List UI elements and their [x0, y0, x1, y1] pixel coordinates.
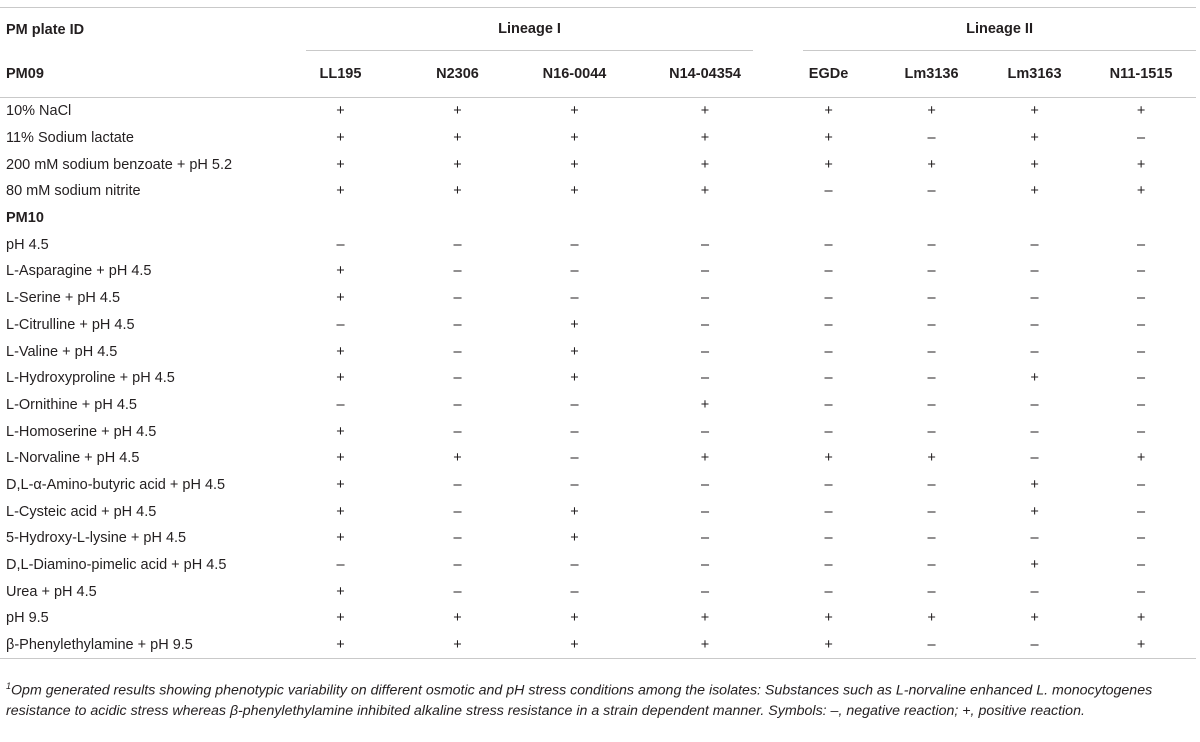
reaction-cell: –	[927, 423, 936, 440]
reaction-cell: –	[570, 557, 579, 574]
reaction-cell: –	[570, 236, 579, 253]
reaction-cell: +	[336, 530, 345, 547]
reaction-cell: –	[824, 290, 833, 307]
reaction-cell: –	[1137, 316, 1146, 333]
reaction-cell: +	[453, 637, 462, 654]
reaction-cell: –	[824, 316, 833, 333]
table-row	[0, 312, 1196, 339]
reaction-cell: +	[336, 103, 345, 120]
reaction-cell: –	[824, 396, 833, 413]
reaction-cell: –	[1030, 423, 1039, 440]
table-row	[0, 552, 1196, 579]
reaction-cell: –	[700, 423, 710, 440]
reaction-cell: –	[700, 343, 710, 360]
reaction-cell: +	[700, 396, 710, 413]
reaction-cell: –	[453, 396, 462, 413]
reaction-cell: –	[1030, 290, 1039, 307]
reaction-cell: +	[700, 183, 710, 200]
reaction-cell: –	[1030, 263, 1039, 280]
reaction-cell: –	[1030, 583, 1039, 600]
reaction-cell: –	[927, 263, 936, 280]
table-row	[0, 445, 1196, 472]
footnote-marker: 1	[6, 681, 12, 691]
reaction-cell: +	[336, 370, 345, 387]
table-row	[0, 392, 1196, 419]
pm10-label: PM10	[6, 210, 44, 227]
reaction-cell: –	[453, 370, 462, 387]
strain-header: LL195	[319, 66, 362, 82]
reaction-cell: –	[927, 637, 936, 654]
reaction-cell: –	[336, 316, 345, 333]
reaction-cell: +	[453, 450, 462, 467]
table-row	[0, 632, 1196, 659]
reaction-cell: +	[336, 637, 345, 654]
reaction-cell: –	[824, 263, 833, 280]
condition-label: L-Hydroxyproline + pH 4.5	[6, 370, 175, 387]
reaction-cell: +	[1136, 610, 1146, 627]
pm09-header: PM09	[6, 66, 44, 82]
condition-label: 10% NaCl	[6, 103, 72, 120]
condition-label: L-Cysteic acid + pH 4.5	[6, 503, 157, 520]
reaction-cell: +	[570, 156, 579, 173]
condition-label: pH 4.5	[6, 236, 49, 253]
reaction-cell: –	[453, 343, 462, 360]
reaction-cell: +	[1030, 610, 1039, 627]
table-row	[0, 472, 1196, 499]
reaction-cell: +	[1136, 450, 1146, 467]
reaction-cell: –	[824, 183, 833, 200]
condition-label: L-Valine + pH 4.5	[6, 343, 118, 360]
reaction-cell: –	[453, 423, 462, 440]
table-row	[0, 151, 1196, 178]
table-row	[0, 338, 1196, 365]
reaction-cell: –	[336, 396, 345, 413]
table-row	[0, 125, 1196, 152]
reaction-cell: +	[453, 130, 462, 147]
reaction-cell: –	[700, 236, 710, 253]
reaction-cell: –	[453, 316, 462, 333]
reaction-cell: –	[1137, 557, 1146, 574]
reaction-cell: –	[824, 583, 833, 600]
table-row	[0, 498, 1196, 525]
reaction-cell: +	[453, 103, 462, 120]
reaction-cell: +	[570, 370, 579, 387]
reaction-cell: +	[570, 530, 579, 547]
reaction-cell: –	[453, 263, 462, 280]
reaction-cell: –	[1030, 450, 1039, 467]
condition-label: L-Homoserine + pH 4.5	[6, 423, 157, 440]
reaction-cell: +	[824, 637, 833, 654]
reaction-cell: +	[336, 343, 345, 360]
reaction-cell: +	[453, 183, 462, 200]
table-row	[0, 525, 1196, 552]
condition-label: 11% Sodium lactate	[6, 130, 134, 147]
reaction-cell: –	[927, 583, 936, 600]
condition-label: 5-Hydroxy-L-lysine + pH 4.5	[6, 530, 187, 547]
reaction-cell: –	[824, 236, 833, 253]
reaction-cell: –	[927, 370, 936, 387]
reaction-cell: –	[927, 316, 936, 333]
reaction-cell: –	[700, 530, 710, 547]
reaction-cell: –	[700, 290, 710, 307]
reaction-cell: +	[570, 130, 579, 147]
table-row	[0, 605, 1196, 632]
reaction-cell: –	[927, 396, 936, 413]
condition-label: β-Phenylethylamine + pH 9.5	[6, 637, 193, 654]
reaction-cell: +	[336, 183, 345, 200]
reaction-cell: –	[453, 583, 462, 600]
reaction-cell: +	[927, 610, 936, 627]
reaction-cell: +	[336, 156, 345, 173]
lineage-ii-label: Lineage II	[803, 8, 1196, 51]
table-row	[0, 418, 1196, 445]
reaction-cell: +	[824, 450, 833, 467]
reaction-cell: –	[1030, 343, 1039, 360]
reaction-cell: +	[1030, 503, 1039, 520]
reaction-cell: +	[1030, 183, 1039, 200]
reaction-cell: –	[1137, 503, 1146, 520]
plate-id-header: PM plate ID	[0, 8, 282, 52]
reaction-cell: –	[824, 557, 833, 574]
strain-header: N16-0044	[542, 66, 607, 82]
reaction-cell: +	[1030, 370, 1039, 387]
reaction-cell: +	[700, 450, 710, 467]
reaction-cell: +	[570, 343, 579, 360]
condition-label: L-Serine + pH 4.5	[6, 290, 121, 307]
empty-cell	[880, 205, 983, 232]
reaction-cell: +	[700, 610, 710, 627]
reaction-cell: –	[1137, 476, 1146, 493]
reaction-cell: +	[700, 130, 710, 147]
reaction-cell: +	[1136, 637, 1146, 654]
lineage-i-header	[282, 8, 777, 52]
reaction-cell: –	[453, 503, 462, 520]
table-row	[0, 578, 1196, 605]
strain-header: N14-04354	[669, 66, 741, 82]
table-row	[0, 365, 1196, 392]
reaction-cell: +	[824, 130, 833, 147]
reaction-cell: –	[1137, 343, 1146, 360]
reaction-cell: –	[453, 290, 462, 307]
reaction-cell: +	[570, 503, 579, 520]
reaction-cell: –	[824, 503, 833, 520]
reaction-cell: –	[927, 290, 936, 307]
reaction-cell: –	[570, 450, 579, 467]
condition-label: L-Norvaline + pH 4.5	[6, 450, 140, 467]
reaction-cell: +	[570, 183, 579, 200]
reaction-cell: –	[700, 583, 710, 600]
reaction-cell: +	[927, 450, 936, 467]
reaction-cell: +	[1030, 557, 1039, 574]
strain-header: EGDe	[808, 66, 849, 82]
reaction-cell: +	[336, 476, 345, 493]
reaction-cell: –	[1030, 396, 1039, 413]
condition-label: L-Asparagine + pH 4.5	[6, 263, 152, 280]
reaction-cell: +	[336, 610, 345, 627]
pm10-section-row	[0, 205, 1196, 232]
reaction-cell: +	[336, 583, 345, 600]
table-body	[0, 98, 1196, 659]
reaction-cell: +	[453, 610, 462, 627]
reaction-cell: +	[336, 423, 345, 440]
reaction-cell: +	[1030, 130, 1039, 147]
reaction-cell: –	[570, 290, 579, 307]
footnote	[6, 676, 1194, 721]
reaction-cell: +	[1136, 103, 1146, 120]
reaction-cell: –	[927, 557, 936, 574]
reaction-cell: +	[336, 450, 345, 467]
reaction-cell: –	[700, 263, 710, 280]
empty-cell	[777, 205, 880, 232]
reaction-cell: +	[570, 637, 579, 654]
reaction-cell: –	[700, 370, 710, 387]
reaction-cell: –	[570, 583, 579, 600]
reaction-cell: –	[1030, 316, 1039, 333]
reaction-cell: +	[1030, 103, 1039, 120]
condition-label: D,L-α-Amino-butyric acid + pH 4.5	[6, 476, 226, 493]
reaction-cell: –	[700, 476, 710, 493]
reaction-cell: –	[1137, 423, 1146, 440]
reaction-cell: –	[824, 423, 833, 440]
reaction-cell: +	[570, 103, 579, 120]
reaction-cell: –	[336, 557, 345, 574]
strain-header: Lm3163	[1007, 66, 1062, 82]
reaction-cell: +	[927, 156, 936, 173]
reaction-cell: +	[570, 610, 579, 627]
condition-label: L-Citrulline + pH 4.5	[6, 316, 135, 333]
reaction-cell: +	[336, 503, 345, 520]
reaction-cell: –	[700, 557, 710, 574]
reaction-cell: +	[1136, 156, 1146, 173]
empty-cell	[983, 205, 1086, 232]
strain-header: Lm3136	[904, 66, 959, 82]
lineage-ii-header	[777, 8, 1196, 52]
reaction-cell: +	[1030, 156, 1039, 173]
reaction-cell: –	[700, 316, 710, 333]
table-row	[0, 285, 1196, 312]
reaction-cell: +	[336, 130, 345, 147]
lineage-i-label: Lineage I	[306, 8, 753, 51]
table-row	[0, 178, 1196, 205]
reaction-cell: –	[927, 530, 936, 547]
reaction-cell: –	[824, 530, 833, 547]
reaction-cell: +	[700, 156, 710, 173]
reaction-cell: +	[824, 610, 833, 627]
reaction-cell: +	[1030, 476, 1039, 493]
reaction-cell: –	[1137, 530, 1146, 547]
reaction-cell: +	[453, 156, 462, 173]
empty-cell	[1086, 205, 1196, 232]
reaction-cell: +	[570, 316, 579, 333]
reaction-cell: –	[1030, 530, 1039, 547]
reaction-cell: –	[824, 343, 833, 360]
empty-cell	[516, 205, 633, 232]
strain-header: N2306	[436, 66, 479, 82]
reaction-cell: –	[570, 476, 579, 493]
reaction-cell: –	[570, 396, 579, 413]
reaction-cell: –	[824, 370, 833, 387]
reaction-cell: +	[700, 103, 710, 120]
footnote-text: Opm generated results showing phenotypic variability on different osmotic and pH stress conditions among the isolates: Substances such as L-norvaline enhanced L. monocytogenes resistance to acidic stress whereas β-phenylethylamine inhibited alkaline stress resistance in a strain dependent manner. Symbols: –, negative reaction; +, positive reaction.	[6, 682, 1153, 719]
reaction-cell: –	[453, 236, 462, 253]
reaction-cell: +	[700, 637, 710, 654]
reaction-cell: –	[570, 263, 579, 280]
table-row	[0, 258, 1196, 285]
reaction-cell: –	[1030, 637, 1039, 654]
reaction-cell: –	[1137, 290, 1146, 307]
reaction-cell: –	[927, 343, 936, 360]
reaction-cell: +	[1136, 183, 1146, 200]
reaction-cell: –	[1137, 370, 1146, 387]
empty-cell	[633, 205, 777, 232]
reaction-cell: +	[927, 103, 936, 120]
reaction-cell: –	[927, 183, 936, 200]
condition-label: pH 9.5	[6, 610, 49, 627]
reaction-cell: –	[927, 236, 936, 253]
header-row-2	[0, 51, 1196, 98]
condition-label: Urea + pH 4.5	[6, 583, 97, 600]
header-row-1	[0, 8, 1196, 52]
reaction-cell: –	[1137, 583, 1146, 600]
strain-header: N11-1515	[1109, 66, 1173, 82]
condition-label: D,L-Diamino-pimelic acid + pH 4.5	[6, 557, 227, 574]
reaction-cell: –	[453, 530, 462, 547]
reaction-cell: –	[1137, 236, 1146, 253]
reaction-cell: –	[1137, 263, 1146, 280]
table-row	[0, 98, 1196, 125]
reaction-cell: +	[336, 263, 345, 280]
condition-label: 200 mM sodium benzoate + pH 5.2	[6, 156, 233, 173]
reaction-cell: –	[453, 476, 462, 493]
condition-label: L-Ornithine + pH 4.5	[6, 396, 137, 413]
reaction-cell: –	[700, 503, 710, 520]
reaction-cell: +	[824, 103, 833, 120]
empty-cell	[282, 205, 399, 232]
table-row	[0, 231, 1196, 258]
reaction-cell: –	[927, 503, 936, 520]
reaction-cell: –	[1137, 396, 1146, 413]
reaction-cell: –	[336, 236, 345, 253]
empty-cell	[399, 205, 516, 232]
reaction-cell: –	[570, 423, 579, 440]
condition-label: 80 mM sodium nitrite	[6, 183, 141, 200]
reaction-cell: –	[453, 557, 462, 574]
reaction-cell: –	[1137, 130, 1146, 147]
reaction-cell: +	[824, 156, 833, 173]
reaction-cell: –	[824, 476, 833, 493]
reaction-cell: –	[927, 476, 936, 493]
phenotype-table	[0, 7, 1196, 659]
reaction-cell: –	[927, 130, 936, 147]
reaction-cell: –	[1030, 236, 1039, 253]
reaction-cell: +	[336, 290, 345, 307]
